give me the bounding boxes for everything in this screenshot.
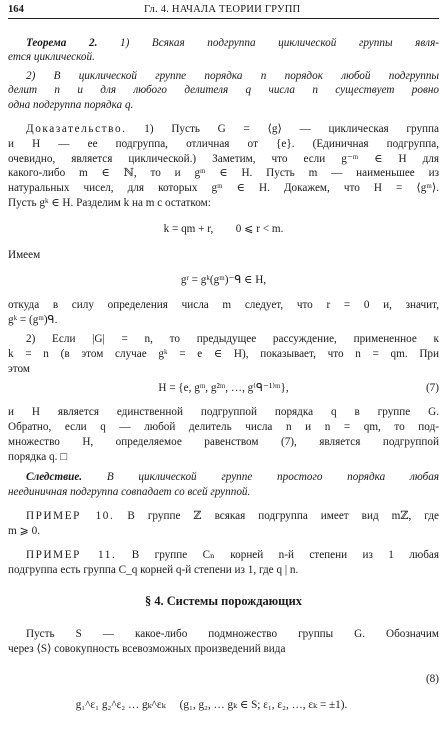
equation-number: (8): [425, 673, 439, 685]
chapter-title: Гл. 4. НАЧАЛА ТЕОРИИ ГРУПП: [144, 4, 301, 15]
proof-line: очевидно, является циклической.) Заметим, что если g⁻ᵐ ∈ H для: [8, 153, 439, 165]
proof-line: 2) Если |G| = n, то предыдущее рассуждение, примененное к: [26, 333, 439, 345]
equation-number: (7): [425, 382, 439, 394]
proof-line: gᵏ = (gᵐ)ᑫ.: [8, 314, 58, 326]
proof-line: какого-либо m ∈ ℕ, то и gᵐ ∈ H. Пусть m — наименьшее из: [8, 167, 439, 179]
equation-power: gʳ = gᵏ(gᵐ)⁻ᑫ ∈ H,: [180, 274, 267, 286]
theorem-line: ется циклической.: [8, 51, 95, 63]
example-label: ПРИМЕР 10.: [26, 510, 115, 522]
example-line: подгруппа есть группа C_q корней q-й степени из 1, где q | n.: [8, 564, 299, 576]
proof-label: Доказательство.: [26, 123, 127, 135]
equation-7: [8, 382, 439, 395]
example-line: ПРИМЕР 10. В группе ℤ всякая подгруппа имеет вид mℤ, где: [26, 510, 439, 522]
page-number: 164: [8, 4, 24, 15]
proof-line: натуральных чисел, для которых gᵐ ∈ H. Докажем, что H = ⟨gᵐ⟩.: [8, 182, 439, 194]
corollary-line: Следствие. В циклической группе простого порядка любая: [26, 471, 439, 483]
running-header: [8, 2, 439, 19]
theorem-line: делит n и для любого делителя q числа n существует ровно: [8, 84, 439, 96]
proof-line: и H является единственной подгруппой порядка q в группе G.: [8, 406, 439, 418]
theorem-line: одна подгруппа порядка q.: [8, 99, 134, 111]
theorem-label: Теорема 2.: [26, 37, 98, 49]
example-line: ПРИМЕР 11. В группе Cₙ корней n-й степени из 1 любая: [26, 549, 439, 561]
equation-division: k = qm + r, 0 ⩽ r < m.: [163, 223, 284, 235]
proof-line: Обратно, если q — любой делитель числа n и n = qm, то под-: [8, 421, 439, 433]
proof-line: откуда в силу определения числа m следует, что r = 0 и, значит,: [8, 299, 439, 311]
proof-line: Доказательство. 1) Пусть G = ⟨g⟩ — циклическая группа: [26, 123, 439, 135]
section-heading: § 4. Системы порождающих: [145, 595, 302, 608]
equation-8: [8, 673, 439, 751]
corollary-line: неединичная подгруппа совпадает со всей группой.: [8, 486, 251, 498]
proof-line: множество H, определяемое равенством (7), является подгруппой: [8, 436, 439, 448]
proof-line: k = n (в этом случае gᵏ = e ∈ H), показывает, что n = qm. При: [8, 348, 439, 360]
proof-line: Пусть gᵏ ∈ H. Разделим k на m с остатком:: [8, 197, 211, 209]
corollary-label: Следствие.: [26, 471, 83, 483]
proof-line: и H — ее подгруппа, отличная от {e}. (Единичная подгруппа,: [8, 138, 439, 150]
theorem-line: Теорема 2. 1) Всякая подгруппа циклической группы явля-: [26, 37, 439, 49]
paragraph-line: через ⟨S⟩ совокупность всевозможных произведений вида: [8, 643, 286, 655]
example-line: m ⩾ 0.: [8, 525, 41, 537]
example-label: ПРИМЕР 11.: [26, 549, 117, 561]
proof-line: порядка q. □: [8, 451, 67, 463]
paragraph-line: Пусть S — какое-либо подмножество группы G. Обозначим: [26, 628, 439, 640]
equation-subgroup: H = {e, gᵐ, g²ᵐ, …, g⁽ᑫ⁻¹⁾ᵐ},: [158, 382, 289, 394]
proof-line: этом: [8, 363, 31, 375]
proof-line: Имеем: [8, 249, 41, 261]
equation-products: g₁^ε₁ g₂^ε₂ … gₖ^εₖ (g₁, g₂, … gₖ ∈ S; ε₁, ε₂, …, εₖ = ±1).: [75, 699, 348, 711]
theorem-line: 2) В циклической группе порядка n порядок любой подгруппы: [26, 70, 439, 82]
